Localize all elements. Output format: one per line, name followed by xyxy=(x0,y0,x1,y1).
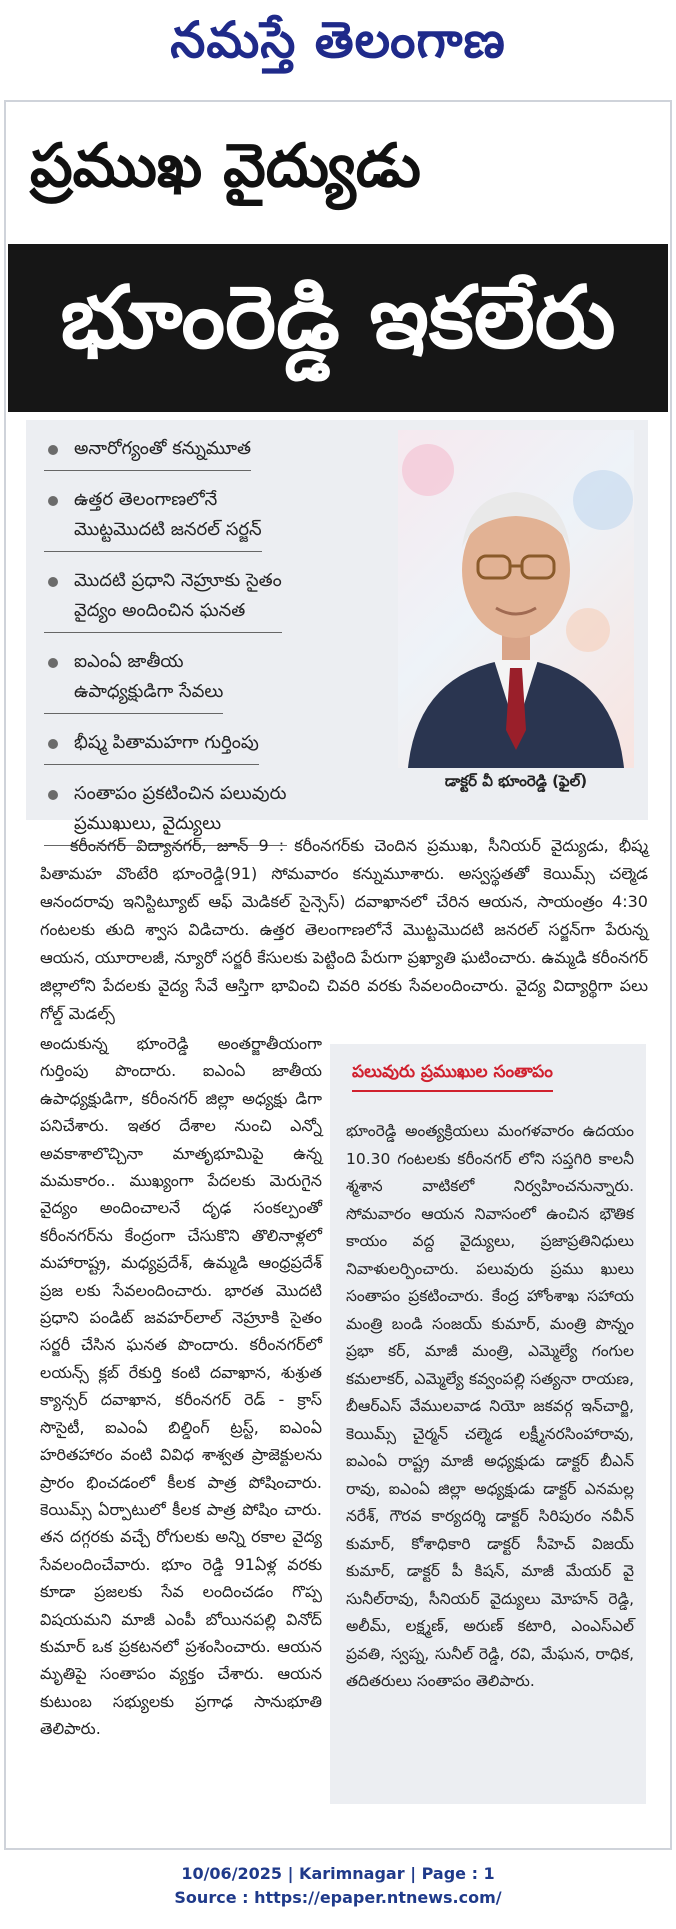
bullet-icon xyxy=(48,445,58,455)
article-left-column xyxy=(40,1030,322,1743)
portrait-illustration xyxy=(398,430,634,768)
bullet-icon xyxy=(48,739,58,749)
bullet-icon xyxy=(48,577,58,587)
bullet-icon xyxy=(48,790,58,800)
headline-line1-text: ప్రముఖ వైద్యుడు xyxy=(30,131,421,201)
highlights-list xyxy=(44,426,374,852)
bullet-icon xyxy=(48,658,58,668)
highlight-item: ఐఎంఏ జాతీయ ఉపాధ్యక్షుడిగా సేవలు xyxy=(44,639,223,714)
condolence-sidebar xyxy=(330,1044,646,1804)
page-footer xyxy=(0,1862,676,1910)
photo-caption: డాక్టర్ వీ భూంరెడ్డి (ఫైల్) xyxy=(444,772,588,790)
article-continued-paragraph: అందుకున్న భూంరెడ్డి అంతర్జాతీయంగా గుర్తింపు పొందారు. ఐఎంఏ జాతీయ ఉపాధ్యక్షుడిగా, కరీంనగర్ జిల్లా అధ్యక్షు డిగా పనిచేశారు. ఇతర దేశాల నుంచి ఎన్నో అవకాశాలొచ్చినా మాతృభూమిపై ఉన్న మమకారం.. ముఖ్యంగా పేదలకు మెరుగైన వైద్యం అందించాలనే దృఢ సంకల్పంతో కరీంనగర్‌ను కేంద్రంగా చేసుకొని తొలినాళ్లలో మహారాష్ట్ర, మధ్యప్రదేశ్, ఉమ్మడి ఆంధ్రప్రదేశ్ ప్రజ లకు సేవలందించారు. భారత మొదటి ప్రధాని పండిట్ జవహర్‌లాల్ నెహ్రూకి సైతం సర్జరీ చేసిన ఘనత పొందారు. కరీంనగర్‌లో లయన్స్ క్లబ్ రేకుర్తి కంటి దవాఖాన, శుశ్రుత క్యాన్సర్ దవాఖాన, కరీంనగర్ రెడ్ - క్రాస్ సొసైటీ, ఐఎంఏ బిల్డింగ్ ట్రస్ట్, ఐఎంఏ హరితహారం వంటి వివిధ శాశ్వత ప్రాజెక్టులను ప్రారం భించడంలో కీలక పాత్ర పోషించారు. కెయిమ్స్ ఏర్పాటులో కీలక పాత్ర పోషిం చారు. తన దగ్గరకు వచ్చే రోగులకు అన్ని రకాల వైద్య సేవలందించేవారు. భూం రెడ్డి 91ఏళ్ల వరకు కూడా ప్రజలకు సేవ లందించడం గొప్ప విషయమని మాజీ ఎంపీ బోయినపల్లి వినోద్ కుమార్ ఒక ప్రకటనలో ప్రశంసించారు. ఆయన మృతిపై సంతాపం వ్యక్తం చేశారు. ఆయన కుటుంబ సభ్యులకు ప్రగాఢ సానుభూతి తెలిపారు. xyxy=(40,1034,322,1739)
headline-banner xyxy=(8,244,668,412)
article-intro xyxy=(40,832,648,1028)
highlight-item: మొదటి ప్రధాని నెహ్రూకు సైతం వైద్యం అందించిన ఘనత xyxy=(44,558,282,633)
masthead-title: నమస్తే తెలంగాణ xyxy=(170,10,506,69)
newspaper-masthead xyxy=(0,0,676,92)
highlight-item: సంతాపం ప్రకటించిన పలువురు ప్రముఖులు, వైద్యులు xyxy=(44,771,287,846)
highlight-item: ఉత్తర తెలంగాణలోనే మొట్టమొదటి జనరల్ సర్జన్ xyxy=(44,477,262,552)
article-intro-paragraph: కరీంనగర్ విద్యానగర్, జూన్ 9 : కరీంనగర్‌కు చెందిన ప్రముఖ, సీనియర్ వైద్యుడు, భీష్మ పితామహ వొంటేరి భూంరెడ్డి(91) సోమవారం కన్నుమూశారు. అస్వస్థతతో కెయిమ్స్ చల్మెడ ఆనందరావు ఇనిస్టిట్యూట్ ఆఫ్ మెడికల్ సైన్సెస్) దవాఖానలో చేరిన ఆయన, సాయంత్రం 4:30 గంటలకు తుది శ్వాస విడిచారు. ఉత్తర తెలంగాణలోనే మొట్టమొదటి జనరల్ సర్జన్‌గా పేరున్న ఆయన, యూరాలజీ, న్యూరో సర్జరీ కేసులకు పెట్టింది పేరుగా ప్రఖ్యాతి ఘటించారు. ఉమ్మడి కరీంనగర్ జిల్లాలోని పేదలకు వైద్య సేవే ఆస్తిగా భావించి చివరి వరకు సేవలందించారు. వైద్య విద్యార్థిగా పలు గోల్డ్ మెడల్స్ xyxy=(40,836,648,1023)
portrait-photo xyxy=(398,430,634,768)
sidebar-title: పలువురు ప్రముఖుల సంతాపం xyxy=(352,1062,553,1092)
footer-source: Source : https://epaper.ntnews.com/ xyxy=(174,1888,502,1907)
sidebar-body: భూంరెడ్డి అంత్యక్రియలు మంగళవారం ఉదయం 10.30 గంటలకు కరీంనగర్ లోని సప్తగిరి కాలనీ శ్మశాన వాటికలో నిర్వహించనున్నారు. సోమవారం ఆయన నివాసంలో ఉంచిన భౌతిక కాయం వద్ద వైద్యులు, ప్రజాప్రతినిధులు నివాళులర్పించారు. పలువురు ప్రము ఖులు సంతాపం ప్రకటించారు. కేంద్ర హోంశాఖ సహాయ మంత్రి బండి సంజయ్ కుమార్, మంత్రి పొన్నం ప్రభా కర్, మాజీ మంత్రి, ఎమ్మెల్యే గంగుల కమలాకర్, ఎమ్మెల్యే కవ్వంపల్లి సత్యనా రాయణ, బీఆర్ఎస్ వేములవాడ నియో జకవర్గ ఇన్‌చార్జి, కెయిమ్స్ చైర్మన్ చల్మెడ లక్ష్మీనరసింహారావు, ఐఎంఏ రాష్ట్ర మాజీ అధ్యక్షుడు డాక్టర్ బీఎన్ రావు, ఐఎంఏ జిల్లా అధ్యక్షుడు డాక్టర్ ఎనమల్ల నరేశ్, గౌరవ కార్యదర్శి డాక్టర్ సిరిపురం నవీన్ కుమార్, కోశాధికారి డాక్టర్ సీహెచ్ విజయ్ కుమార్, డాక్టర్ పీ కిషన్, మాజీ మేయర్ వై సునీల్‌రావు, సీనియర్ వైద్యులు మోహన్ రెడ్డి, అలీమ్, లక్ష్మణ్, అరుణ్ కటారి, ఎంఎస్ఎల్ ప్రవతి, స్వప్న, సునీల్ రెడ్డి, రవి, మేఘన, రాధిక, తదితరులు సంతాపం తెలిపారు. xyxy=(346,1122,634,1690)
highlight-item: అనారోగ్యంతో కన్నుమూత xyxy=(44,426,251,471)
bullet-icon xyxy=(48,496,58,506)
highlight-item: భీష్మ పితామహగా గుర్తింపు xyxy=(44,720,259,765)
footer-date-edition: 10/06/2025 | Karimnagar | Page : 1 xyxy=(181,1864,495,1883)
headline-line2-text: భూంరెడ్డి ఇకలేరు xyxy=(60,267,616,368)
headline-line1 xyxy=(30,118,650,228)
highlights-box xyxy=(26,420,648,834)
